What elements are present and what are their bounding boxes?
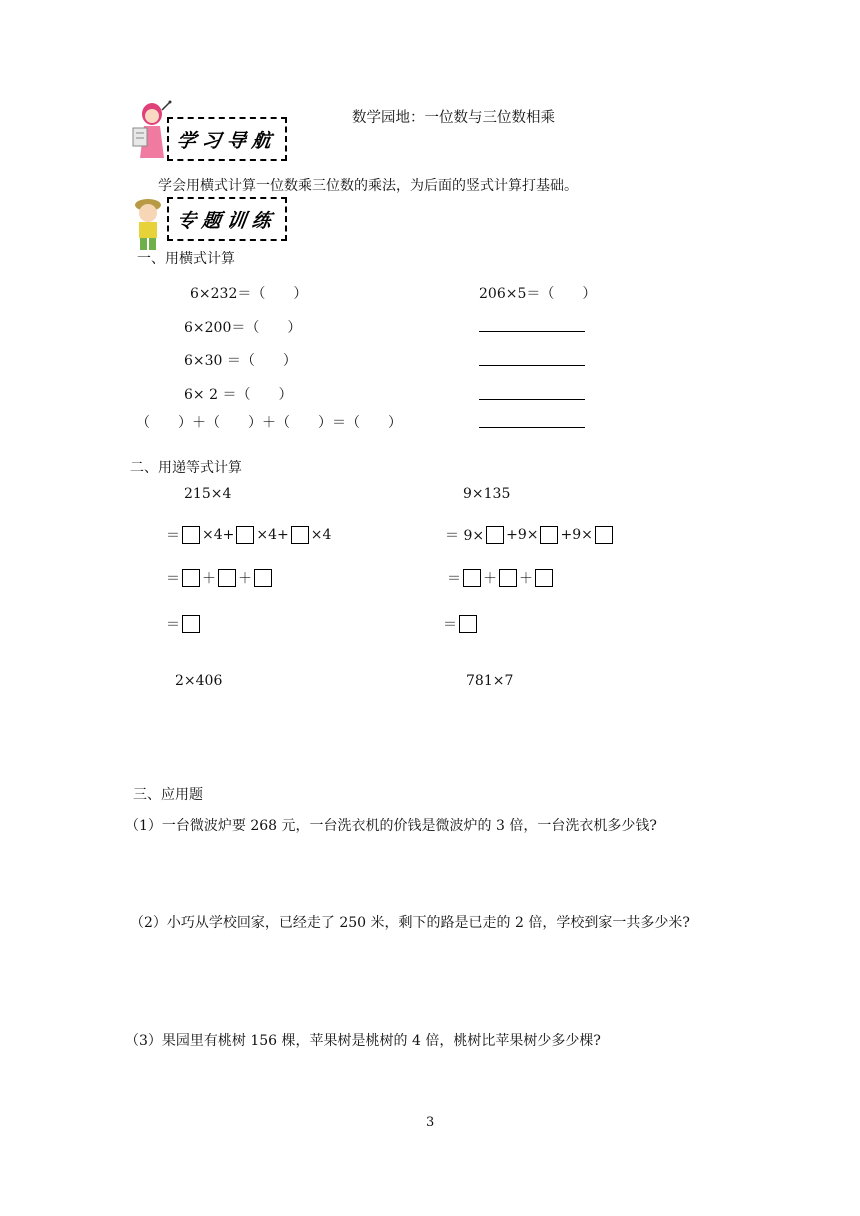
ex2-step2 <box>447 568 555 588</box>
plus-sign: ＋ <box>202 571 216 587</box>
ex1-step3-eq: ＝ <box>166 617 180 633</box>
page-title: 数学园地：一位数与三位数相乘 <box>352 110 555 126</box>
plus-sign: ＋ <box>519 571 533 587</box>
ex2-step3 <box>443 614 479 634</box>
answer-box[interactable] <box>291 526 309 544</box>
ex2-expression: 9×135 <box>463 486 511 502</box>
answer-box[interactable] <box>486 526 504 544</box>
part3-heading: 三、应用题 <box>133 787 203 803</box>
ex4-expression: 781×7 <box>466 673 514 689</box>
answer-box[interactable] <box>463 569 481 587</box>
part1-right-line-1: 206×5＝（ ） <box>479 286 597 302</box>
section-header-training <box>167 197 287 241</box>
part1-heading: 一、用横式计算 <box>137 251 235 267</box>
answer-box[interactable] <box>459 615 477 633</box>
section-header-guide-label: 学习导航 <box>175 129 279 152</box>
plus-sign: ＋ <box>238 571 252 587</box>
ex1-step1-eq: ＝ <box>166 528 180 544</box>
answer-box[interactable] <box>540 526 558 544</box>
ex2-step3-eq: ＝ <box>443 617 457 633</box>
ex1-step2 <box>166 568 274 588</box>
answer-box[interactable] <box>182 615 200 633</box>
answer-blank-1[interactable] <box>479 331 585 332</box>
ex1-expression: 215×4 <box>184 486 232 502</box>
answer-box[interactable] <box>182 569 200 587</box>
question-2: （2）小巧从学校回家，已经走了 250 米，剩下的路是已走的 2 倍，学校到家一共多少米? <box>130 915 690 931</box>
question-3: （3）果园里有桃树 156 棵，苹果树是桃树的 4 倍，桃树比苹果树少多少棵? <box>125 1033 601 1049</box>
answer-box[interactable] <box>499 569 517 587</box>
ex1-step1-op-a: ×4+ <box>202 527 235 543</box>
student-illustration <box>128 196 168 252</box>
ex2-step2-eq: ＝ <box>447 571 461 587</box>
part1-left-line-2: 6×200＝（ ） <box>184 320 302 336</box>
page-number: 3 <box>426 1115 435 1130</box>
intro-text: 学会用横式计算一位数乘三位数的乘法，为后面的竖式计算打基础。 <box>158 178 578 194</box>
answer-blank-4[interactable] <box>479 427 585 428</box>
ex1-step1 <box>166 525 331 545</box>
part1-left-line-1: 6×232＝（ ） <box>190 286 308 302</box>
ex1-step1-op-b: ×4+ <box>256 527 289 543</box>
section-header-guide <box>167 117 287 161</box>
question-1: （1）一台微波炉要 268 元，一台洗衣机的价钱是微波炉的 3 倍，一台洗衣机多少钱? <box>125 818 657 834</box>
answer-box[interactable] <box>535 569 553 587</box>
ex1-step3 <box>166 614 202 634</box>
part1-left-line-5: （ ）＋（ ）＋（ ）＝（ ） <box>136 415 402 431</box>
ex2-step1-eq: ＝ 9× <box>445 528 485 544</box>
answer-box[interactable] <box>254 569 272 587</box>
ex3-expression: 2×406 <box>175 673 223 689</box>
ex2-step1-op-b: +9× <box>560 527 593 543</box>
ex1-step2-eq: ＝ <box>166 571 180 587</box>
plus-sign: ＋ <box>483 571 497 587</box>
ex2-step1 <box>445 525 615 545</box>
part1-left-line-4: 6× 2 ＝（ ） <box>184 387 293 403</box>
answer-box[interactable] <box>218 569 236 587</box>
answer-box[interactable] <box>595 526 613 544</box>
part1-left-line-3: 6×30 ＝（ ） <box>184 353 297 369</box>
answer-box[interactable] <box>236 526 254 544</box>
answer-blank-2[interactable] <box>479 365 585 366</box>
answer-box[interactable] <box>182 526 200 544</box>
ex1-step1-op-c: ×4 <box>310 527 332 543</box>
ex2-step1-op-a: +9× <box>506 527 539 543</box>
part2-heading: 二、用递等式计算 <box>130 460 242 476</box>
answer-blank-3[interactable] <box>479 399 585 400</box>
section-header-training-label: 专题训练 <box>175 209 279 232</box>
